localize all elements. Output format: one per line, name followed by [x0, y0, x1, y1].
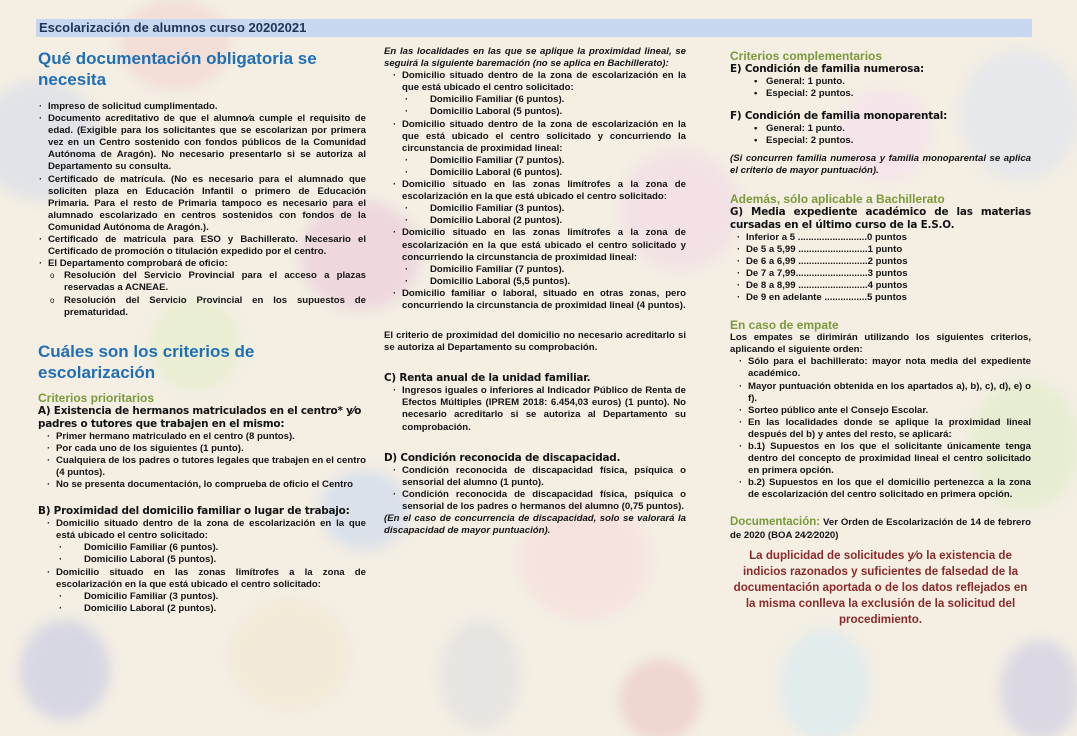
sub-list-item: · Domicilio Familiar (3 puntos). — [46, 591, 366, 603]
list-item: · El Departamento comprobará de oficio: — [38, 258, 366, 270]
sub-list-item: · Domicilio Familiar (7 puntos). — [392, 155, 686, 167]
tie-b2-text: b.2) Supuestos en los que el domicilio pertenezca a la zona de escolarización del centro solicitado en primera opción. — [748, 477, 1031, 501]
list-item: · Sólo para el bachillerato: mayor nota media del expediente académico. — [738, 356, 1031, 380]
sub-list-item: · Domicilio Familiar (7 puntos). — [392, 264, 686, 276]
section-heading-criteria: Cuáles son los criterios de escolarización — [38, 341, 255, 382]
list-item: · De 5 a 5,99 ..........................1 punto — [736, 244, 1031, 256]
criterion-d-list — [384, 465, 686, 513]
list-item: · De 9 en adelante ................5 puntos — [736, 292, 1031, 304]
list-item: · Cualquiera de los padres o tutores legales que trabajen en el centro (4 puntos). — [46, 455, 366, 479]
criterion-e-list — [730, 76, 1031, 100]
list-item: · Domicilio familiar o laboral, situado en otras zonas, pero concurriendo la circunstancia de proximidad lineal (4 puntos). — [392, 288, 686, 312]
subheading-bachillerato: Además, sólo aplicable a Bachillerato — [730, 191, 945, 206]
list-item: • General: 1 punto. — [730, 76, 1031, 88]
list-item: · Condición reconocida de discapacidad física, psíquica o sensorial del alumno (1 punto). — [392, 465, 686, 489]
list-item: · No se presenta documentación, lo comprueba de oficio el Centro — [46, 479, 366, 491]
list-item: · Certificado de matrícula. (No es necesario para el alumnado que soliciten plaza en Educación Infantil o primero de Educación Primaria. Para el resto de Primaria tampoco es necesario para el alumnado escolarizado en centros sostenidos con fondos de la Comunidad Autónoma de Aragón.). — [38, 174, 366, 234]
documentation-list — [38, 101, 366, 319]
list-item: · Domicilio situado en las zonas limítrofes a la zona de escolarización en la que está ubicado el centro solicitado y concurriendo la circunstancia de proximidad lineal: — [392, 227, 686, 263]
sub-list-item: · Domicilio Laboral (5 puntos). — [392, 106, 686, 118]
criterion-a-list — [38, 431, 366, 491]
list-item: · De 6 a 6,99 ..........................2 puntos — [736, 256, 1031, 268]
section-heading-documentation: Qué documentación obligatoria se necesita — [38, 49, 317, 89]
documentation-label: Documentación: — [730, 516, 821, 529]
list-item: · Por cada uno de los siguientes (1 punto). — [46, 443, 366, 455]
list-item: · En las localidades donde se aplique la proximidad lineal después del b) y antes del resto, se aplicará: — [738, 417, 1031, 441]
sub-list-item: · Domicilio Laboral (5 puntos). — [46, 554, 366, 566]
sub-list-item: · Domicilio Laboral (6 puntos). — [392, 167, 686, 179]
list-item: · Domicilio situado dentro de la zona de escolarización en la que está ubicado el centro solicitado: — [46, 518, 366, 542]
criterion-a-title: A) Existencia de hermanos matriculados en el centro* y⁄o padres o tutores que trabajen en el mismo: — [38, 404, 362, 430]
subheading-complementary-criteria: Criterios complementarios — [730, 49, 883, 63]
tie-intro: Los empates se dirimirán utilizando los siguientes criterios, aplicando el siguiente orden: — [730, 332, 1031, 356]
list-item: • Especial: 2 puntos. — [730, 135, 1031, 147]
linear-proximity-intro: En las localidades en las que se aplique la proximidad lineal, se seguirá la siguiente baremación (no se aplica en Bachillerato): — [384, 46, 686, 70]
criterion-e-title: E) Condición de familia numerosa: — [730, 63, 924, 75]
criterion-c-title: C) Renta anual de la unidad familiar. — [384, 372, 591, 385]
subheading-priority-criteria: Criterios prioritarios — [38, 390, 155, 405]
list-item: · De 7 a 7,99...........................3 puntos — [736, 268, 1031, 280]
sub-list-item: · Domicilio Familiar (6 puntos). — [392, 94, 686, 106]
list-item: · Domicilio situado dentro de la zona de escolarización en la que está ubicado el centro solicitado y concurriendo la circunstancia de proximidad lineal: — [392, 119, 686, 155]
list-item: · Impreso de solicitud cumplimentado. — [38, 101, 366, 113]
sub-list-item: · Domicilio Familiar (3 puntos). — [392, 203, 686, 215]
criterion-c-list — [384, 385, 686, 433]
list-item: • Especial: 2 puntos. — [730, 88, 1031, 100]
list-item: · Ingresos iguales o inferiores al Indicador Público de Renta de Efectos Múltiples (IPREM 2018: 6.454,03 euros) (1 punto). No necesario acreditarlo si se autoriza al Departamento su comprobación. — [392, 385, 686, 433]
criterion-b-title: B) Proximidad del domicilio familiar o lugar de trabajo: — [38, 505, 350, 518]
duplicate-warning: La duplicidad de solicitudes y⁄o la existencia de indicios razonados y suficientes de falsedad de la documentación aportada o de los datos reflejados en la misma conlleva la exclusión de la solicitud del procedimiento. — [733, 548, 1028, 626]
list-item: · De 8 a 8,99 ..........................4 puntos — [736, 280, 1031, 292]
tie-b1-text: b.1) Supuestos en los que el solicitante únicamente tenga dentro del concepto de proximidad lineal el centro solicitado en primera opción. — [748, 440, 1031, 477]
column-left — [38, 48, 366, 615]
criterion-g-title: G) Media expediente académico de las materias cursadas en el último curso de la E.S.O. — [730, 205, 1031, 231]
column-right — [730, 49, 1031, 628]
list-item: · Inferior a 5 ..........................0 puntos — [736, 232, 1031, 244]
proximity-note: El criterio de proximidad del domicilio no necesario acreditarlo si se autoriza al Departamento su comprobación. — [384, 330, 686, 354]
list-item: · Documento acreditativo de que el alumno⁄a cumple el requisito de edad. (Exigible para los solicitantes que se escolarizan por primera vez en un Centro sostenido con fondos públicos de la Comunidad Autónoma de Aragón). No necesario presentarlo si se autoriza al Departamento su consulta. — [38, 113, 366, 173]
criterion-d-title: D) Condición reconocida de discapacidad. — [384, 451, 621, 464]
list-item: · Sorteo público ante el Consejo Escolar. — [738, 405, 1031, 417]
sub-list-item: · Domicilio Laboral (2 puntos). — [392, 215, 686, 227]
list-item: · Certificado de matrícula para ESO y Bachillerato. Necesario el Certificado de promoción o titulación expedido por el centro. — [38, 234, 366, 258]
sub-list-item: · Domicilio Familiar (6 puntos). — [46, 542, 366, 554]
page-title: Escolarización de alumnos curso 20202021 — [36, 19, 1032, 37]
sub-list-item: o Resolución del Servicio Provincial para el acceso a plazas reservadas a ACNEAE. — [38, 270, 366, 294]
sub-list-item: o Resolución del Servicio Provincial en los supuestos de prematuridad. — [38, 295, 366, 319]
criterion-f-title: F) Condición de familia monoparental: — [730, 110, 948, 123]
list-item: · Primer hermano matriculado en el centro (8 puntos). — [46, 431, 366, 443]
tie-b2 — [738, 477, 1031, 501]
grade-scale-list — [730, 232, 1031, 305]
list-item: · Domicilio situado dentro de la zona de escolarización en la que está ubicado el centro solicitado: — [392, 70, 686, 94]
documentation-reference — [730, 515, 1031, 541]
criterion-b-list — [38, 518, 366, 615]
sub-list-item: · Domicilio Laboral (5,5 puntos). — [392, 276, 686, 288]
linear-proximity-list — [384, 70, 686, 312]
list-item: · Mayor puntuación obtenida en los apartados a), b), c), d), e) o f). — [738, 381, 1031, 405]
list-item: • General: 1 punto. — [730, 123, 1031, 135]
column-middle — [384, 46, 686, 537]
subheading-tie: En caso de empate — [730, 318, 839, 333]
list-item: · Domicilio situado en las zonas limítrofes a la zona de escolarización en la que está ubicado el centro solicitado: — [46, 567, 366, 591]
disability-note: (En el caso de concurrencia de discapacidad, solo se valorará la discapacidad de mayor puntuación). — [384, 513, 686, 537]
list-item: · Domicilio situado en las zonas limítrofes a la zona de escolarización en la que está ubicado el centro solicitado: — [392, 179, 686, 203]
sub-list-item: · Domicilio Laboral (2 puntos). — [46, 603, 366, 615]
list-item: · Condición reconocida de discapacidad física, psíquica o sensorial de los padres o hermanos del alumno (0,75 puntos). — [392, 489, 686, 513]
criterion-f-list — [730, 123, 1031, 147]
family-criteria-note: (Si concurren familia numerosa y familia monoparental se aplica el criterio de mayor puntuación). — [730, 153, 1031, 177]
documentation-text: Ver Orden de Escolarización de 14 de febrero de 2020 (BOA 24⁄2⁄2020) — [730, 517, 1031, 541]
tie-list — [730, 356, 1031, 501]
tie-b1 — [738, 441, 1031, 477]
